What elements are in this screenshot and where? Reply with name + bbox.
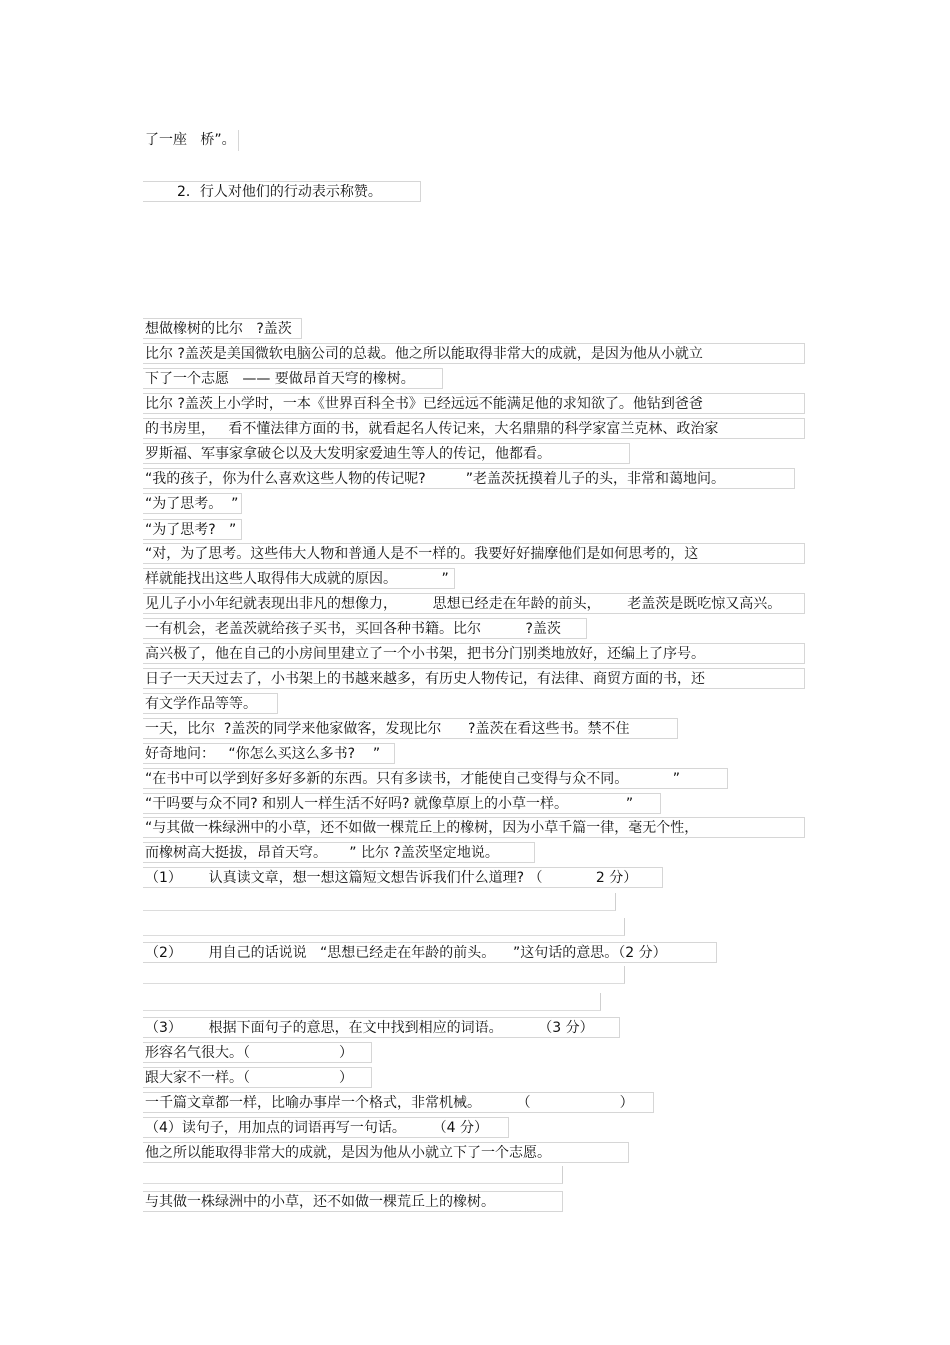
answer-blank-2b[interactable] bbox=[143, 993, 601, 1011]
story-line-2: 下了一个志愿 —— 要做昂首天穹的橡树。 bbox=[143, 368, 443, 389]
question-3-item-3: 一千篇文章都一样，比喻办事岸一个格式，非常机械。 （ ） bbox=[143, 1092, 654, 1113]
story-line-11: 见儿子小小年纪就表现出非凡的想像力， 思想已经走在年龄的前头， 老盖茨是既吃惊又高兴。 bbox=[143, 593, 805, 614]
story-line-21: 而橡树高大挺拔，昂首天穹。 ” 比尔 ?盖茨坚定地说。 bbox=[143, 842, 535, 863]
story-line-13: 高兴极了，他在自己的小房间里建立了一个小书架，把书分门别类地放好，还编上了序号。 bbox=[143, 643, 805, 664]
story-line-16: 一天，比尔 ?盖茨的同学来他家做客，发现比尔 ?盖茨在看这些书。禁不住 bbox=[143, 718, 678, 739]
answer-blank-1a[interactable] bbox=[143, 893, 616, 911]
story-line-7: “为了思考。 ” bbox=[143, 493, 242, 514]
answer-blank-1b[interactable] bbox=[143, 918, 625, 936]
question-3-item-2: 跟大家不一样。（ ） bbox=[143, 1067, 372, 1088]
story-title: 想做橡树的比尔 ?盖茨 bbox=[143, 318, 302, 339]
story-line-4: 的书房里， 看不懂法律方面的书，就看起名人传记来，大名鼎鼎的科学家富兰克林、政治家 bbox=[143, 418, 805, 439]
story-line-17: 好奇地问： “你怎么买这么多书? ” bbox=[143, 743, 395, 764]
story-line-10: 样就能找出这些人取得伟大成就的原因。 ” bbox=[143, 568, 455, 589]
story-line-1: 比尔 ?盖茨是美国微软电脑公司的总裁。他之所以能取得非常大的成就，是因为他从小就立 bbox=[143, 343, 805, 364]
question-4-item-1: 他之所以能取得非常大的成就，是因为他从小就立下了一个志愿。 bbox=[143, 1142, 629, 1163]
story-line-5: 罗斯福、军事家拿破仑以及大发明家爱迪生等人的传记，他都看。 bbox=[143, 443, 630, 464]
story-line-18: “在书中可以学到好多好多新的东西。只有多读书，才能使自己变得与众不同。 ” bbox=[143, 768, 728, 789]
story-line-12: 一有机会，老盖茨就给孩子买书，买回各种书籍。比尔 ?盖茨 bbox=[143, 618, 587, 639]
story-line-20: “与其做一株绿洲中的小草，还不如做一棵荒丘上的橡树，因为小草千篇一律，毫无个性， bbox=[143, 817, 805, 838]
story-line-6: “我的孩子，你为什么喜欢这些人物的传记呢? ”老盖茨抚摸着儿子的头，非常和蔼地问。 bbox=[143, 468, 795, 489]
text-line-top-2: 2．行人对他们的行动表示称赞。 bbox=[143, 181, 421, 202]
story-line-8: “为了思考? ” bbox=[143, 519, 242, 540]
question-3: （3） 根据下面句子的意思，在文中找到相应的词语。 （3 分） bbox=[143, 1017, 620, 1038]
story-line-3: 比尔 ?盖茨上小学时，一本《世界百科全书》已经远远不能满足他的求知欲了。他钻到爸爸 bbox=[143, 393, 805, 414]
story-line-9: “对，为了思考。这些伟大人物和普通人是不一样的。我要好好揣摩他们是如何思考的，这 bbox=[143, 543, 805, 564]
answer-blank-4a[interactable] bbox=[143, 1166, 563, 1184]
question-4-item-2: 与其做一株绿洲中的小草，还不如做一棵荒丘上的橡树。 bbox=[143, 1191, 563, 1212]
question-3-item-1: 形容名气很大。（ ） bbox=[143, 1042, 372, 1063]
question-1: （1） 认真读文章，想一想这篇短文想告诉我们什么道理? （ 2 分） bbox=[143, 867, 663, 888]
question-4: （4）读句子，用加点的词语再写一句话。 （4 分） bbox=[143, 1117, 509, 1138]
answer-blank-2a[interactable] bbox=[143, 966, 625, 984]
story-line-14: 日子一天天过去了，小书架上的书越来越多，有历史人物传记，有法律、商贸方面的书，还 bbox=[143, 668, 805, 689]
story-line-19: “干吗要与众不同? 和别人一样生活不好吗? 就像草原上的小草一样。 ” bbox=[143, 793, 661, 814]
text-line-top-1: 了一座 桥”。 bbox=[143, 130, 239, 151]
story-line-15: 有文学作品等等。 bbox=[143, 693, 278, 714]
question-2: （2） 用自己的话说说 “思想已经走在年龄的前头。 ”这句话的意思。（2 分） bbox=[143, 942, 717, 963]
